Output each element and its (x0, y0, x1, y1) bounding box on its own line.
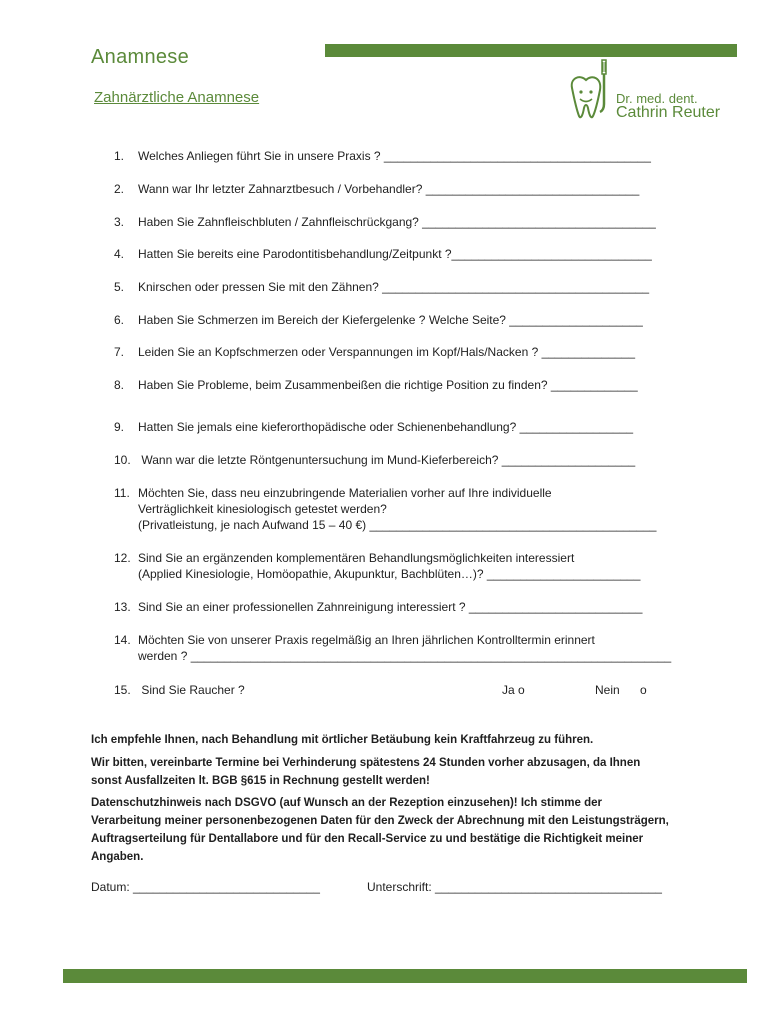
question-item (114, 682, 245, 698)
question-number: 15. (114, 683, 131, 697)
top-accent-bar (325, 44, 737, 57)
question-item (114, 279, 649, 295)
question-text: Haben Sie Schmerzen im Bereich der Kiefergelenke ? Welche Seite? ____________________ (138, 313, 643, 327)
question-number: 10. (114, 453, 131, 467)
question-answer-line: werden ? ________________________________________________________________________ (138, 649, 672, 663)
question-item (114, 312, 643, 328)
smoker-yes-option[interactable]: Ja o (502, 683, 525, 697)
question-text: Wann war Ihr letzter Zahnarztbesuch / Vorbehandler? ________________________________ (138, 182, 640, 196)
question-item (114, 632, 595, 648)
question-number: 6. (114, 313, 125, 327)
date-field[interactable]: Datum: ____________________________ (91, 880, 320, 894)
question-text: Möchten Sie von unserer Praxis regelmäßig an Ihren jährlichen Kontrolltermin erinnert (138, 633, 595, 647)
logo-title-line: Dr. med. dent. (616, 91, 698, 106)
question-text: Sind Sie Raucher ? (138, 683, 245, 697)
question-answer-line: (Applied Kinesiologie, Homöopathie, Akupunktur, Bachblüten…)? _______________________ (138, 567, 641, 581)
question-text: Hatten Sie jemals eine kieferorthopädische oder Schienenbehandlung? _________________ (138, 420, 634, 434)
question-item (114, 246, 652, 262)
question-item (114, 599, 642, 615)
question-text: Welches Anliegen führt Sie in unsere Praxis ? ________________________________________ (138, 149, 651, 163)
practice-logo (562, 58, 742, 128)
question-text: Möchten Sie, dass neu einzubringende Materialien vorher auf Ihre individuelle (138, 486, 552, 500)
question-text: Haben Sie Probleme, beim Zusammenbeißen die richtige Position zu finden? _____________ (138, 378, 638, 392)
question-number: 8. (114, 378, 125, 392)
question-number: 11. (114, 486, 130, 500)
question-text: Haben Sie Zahnfleischbluten / Zahnfleischrückgang? ___________________________________ (138, 215, 656, 229)
question-continuation: Verträglichkeit kinesiologisch getestet werden? (138, 502, 387, 516)
question-number: 7. (114, 345, 125, 359)
notice-no-driving: Ich empfehle Ihnen, nach Behandlung mit örtlicher Betäubung kein Kraftfahrzeug zu führen. (91, 734, 594, 746)
question-item (114, 344, 635, 360)
question-number: 2. (114, 182, 125, 196)
smoker-no-checkbox[interactable]: o (640, 683, 647, 697)
question-number: 4. (114, 247, 125, 261)
question-text: Hatten Sie bereits eine Parodontitisbehandlung/Zeitpunkt ?______________________________ (138, 247, 652, 261)
signature-field[interactable]: Unterschrift: __________________________________ (367, 880, 662, 894)
question-item (114, 214, 656, 230)
logo-name-line: Cathrin Reuter (616, 104, 721, 121)
smoker-no-label: Nein (595, 683, 620, 697)
tooth-toothbrush-icon (562, 58, 616, 128)
page-subtitle: Zahnärztliche Anamnese (94, 89, 260, 106)
question-item (114, 419, 633, 435)
notice-data-protection: Datenschutzhinweis nach DSGVO (auf Wunsch an der Rezeption einzusehen)! Ich stimme der Verarbeitung meiner personenbezogenen Daten für den Zweck der Abrechnung mit den Leistungsträgern, Auftragserteilung für Dentallabore und für den Recall-Service zu und bestätige die Richtigkeit meiner Angaben. (91, 797, 669, 863)
question-number: 1. (114, 149, 125, 163)
question-text: Wann war die letzte Röntgenuntersuchung im Mund-Kieferbereich? ____________________ (138, 453, 636, 467)
question-text: Sind Sie an ergänzenden komplementären Behandlungsmöglichkeiten interessiert (138, 551, 575, 565)
question-number: 13. (114, 600, 131, 614)
question-text: Knirschen oder pressen Sie mit den Zähnen? ________________________________________ (138, 280, 650, 294)
question-number: 3. (114, 215, 125, 229)
question-item (114, 550, 574, 566)
question-item (114, 485, 552, 501)
question-item (114, 148, 651, 164)
question-item (114, 181, 639, 197)
question-text: Sind Sie an einer professionellen Zahnreinigung interessiert ? __________________________ (138, 600, 643, 614)
question-number: 12. (114, 551, 131, 565)
page-title: Anamnese (91, 46, 190, 68)
question-number: 9. (114, 420, 125, 434)
notice-cancellation: Wir bitten, vereinbarte Termine bei Verhinderung spätestens 24 Stunden vorher abzusagen, da Ihnen sonst Ausfallzeiten lt. BGB §615 in Rechnung gestellt werden! (91, 757, 641, 787)
question-answer-line: (Privatleistung, je nach Aufwand 15 – 40 €) ___________________________________________ (138, 518, 657, 532)
question-item (114, 452, 635, 468)
bottom-accent-bar (63, 969, 747, 983)
question-item (114, 377, 638, 393)
question-text: Leiden Sie an Kopfschmerzen oder Verspannungen im Kopf/Hals/Nacken ? ______________ (138, 345, 636, 359)
question-number: 14. (114, 633, 131, 647)
question-number: 5. (114, 280, 125, 294)
